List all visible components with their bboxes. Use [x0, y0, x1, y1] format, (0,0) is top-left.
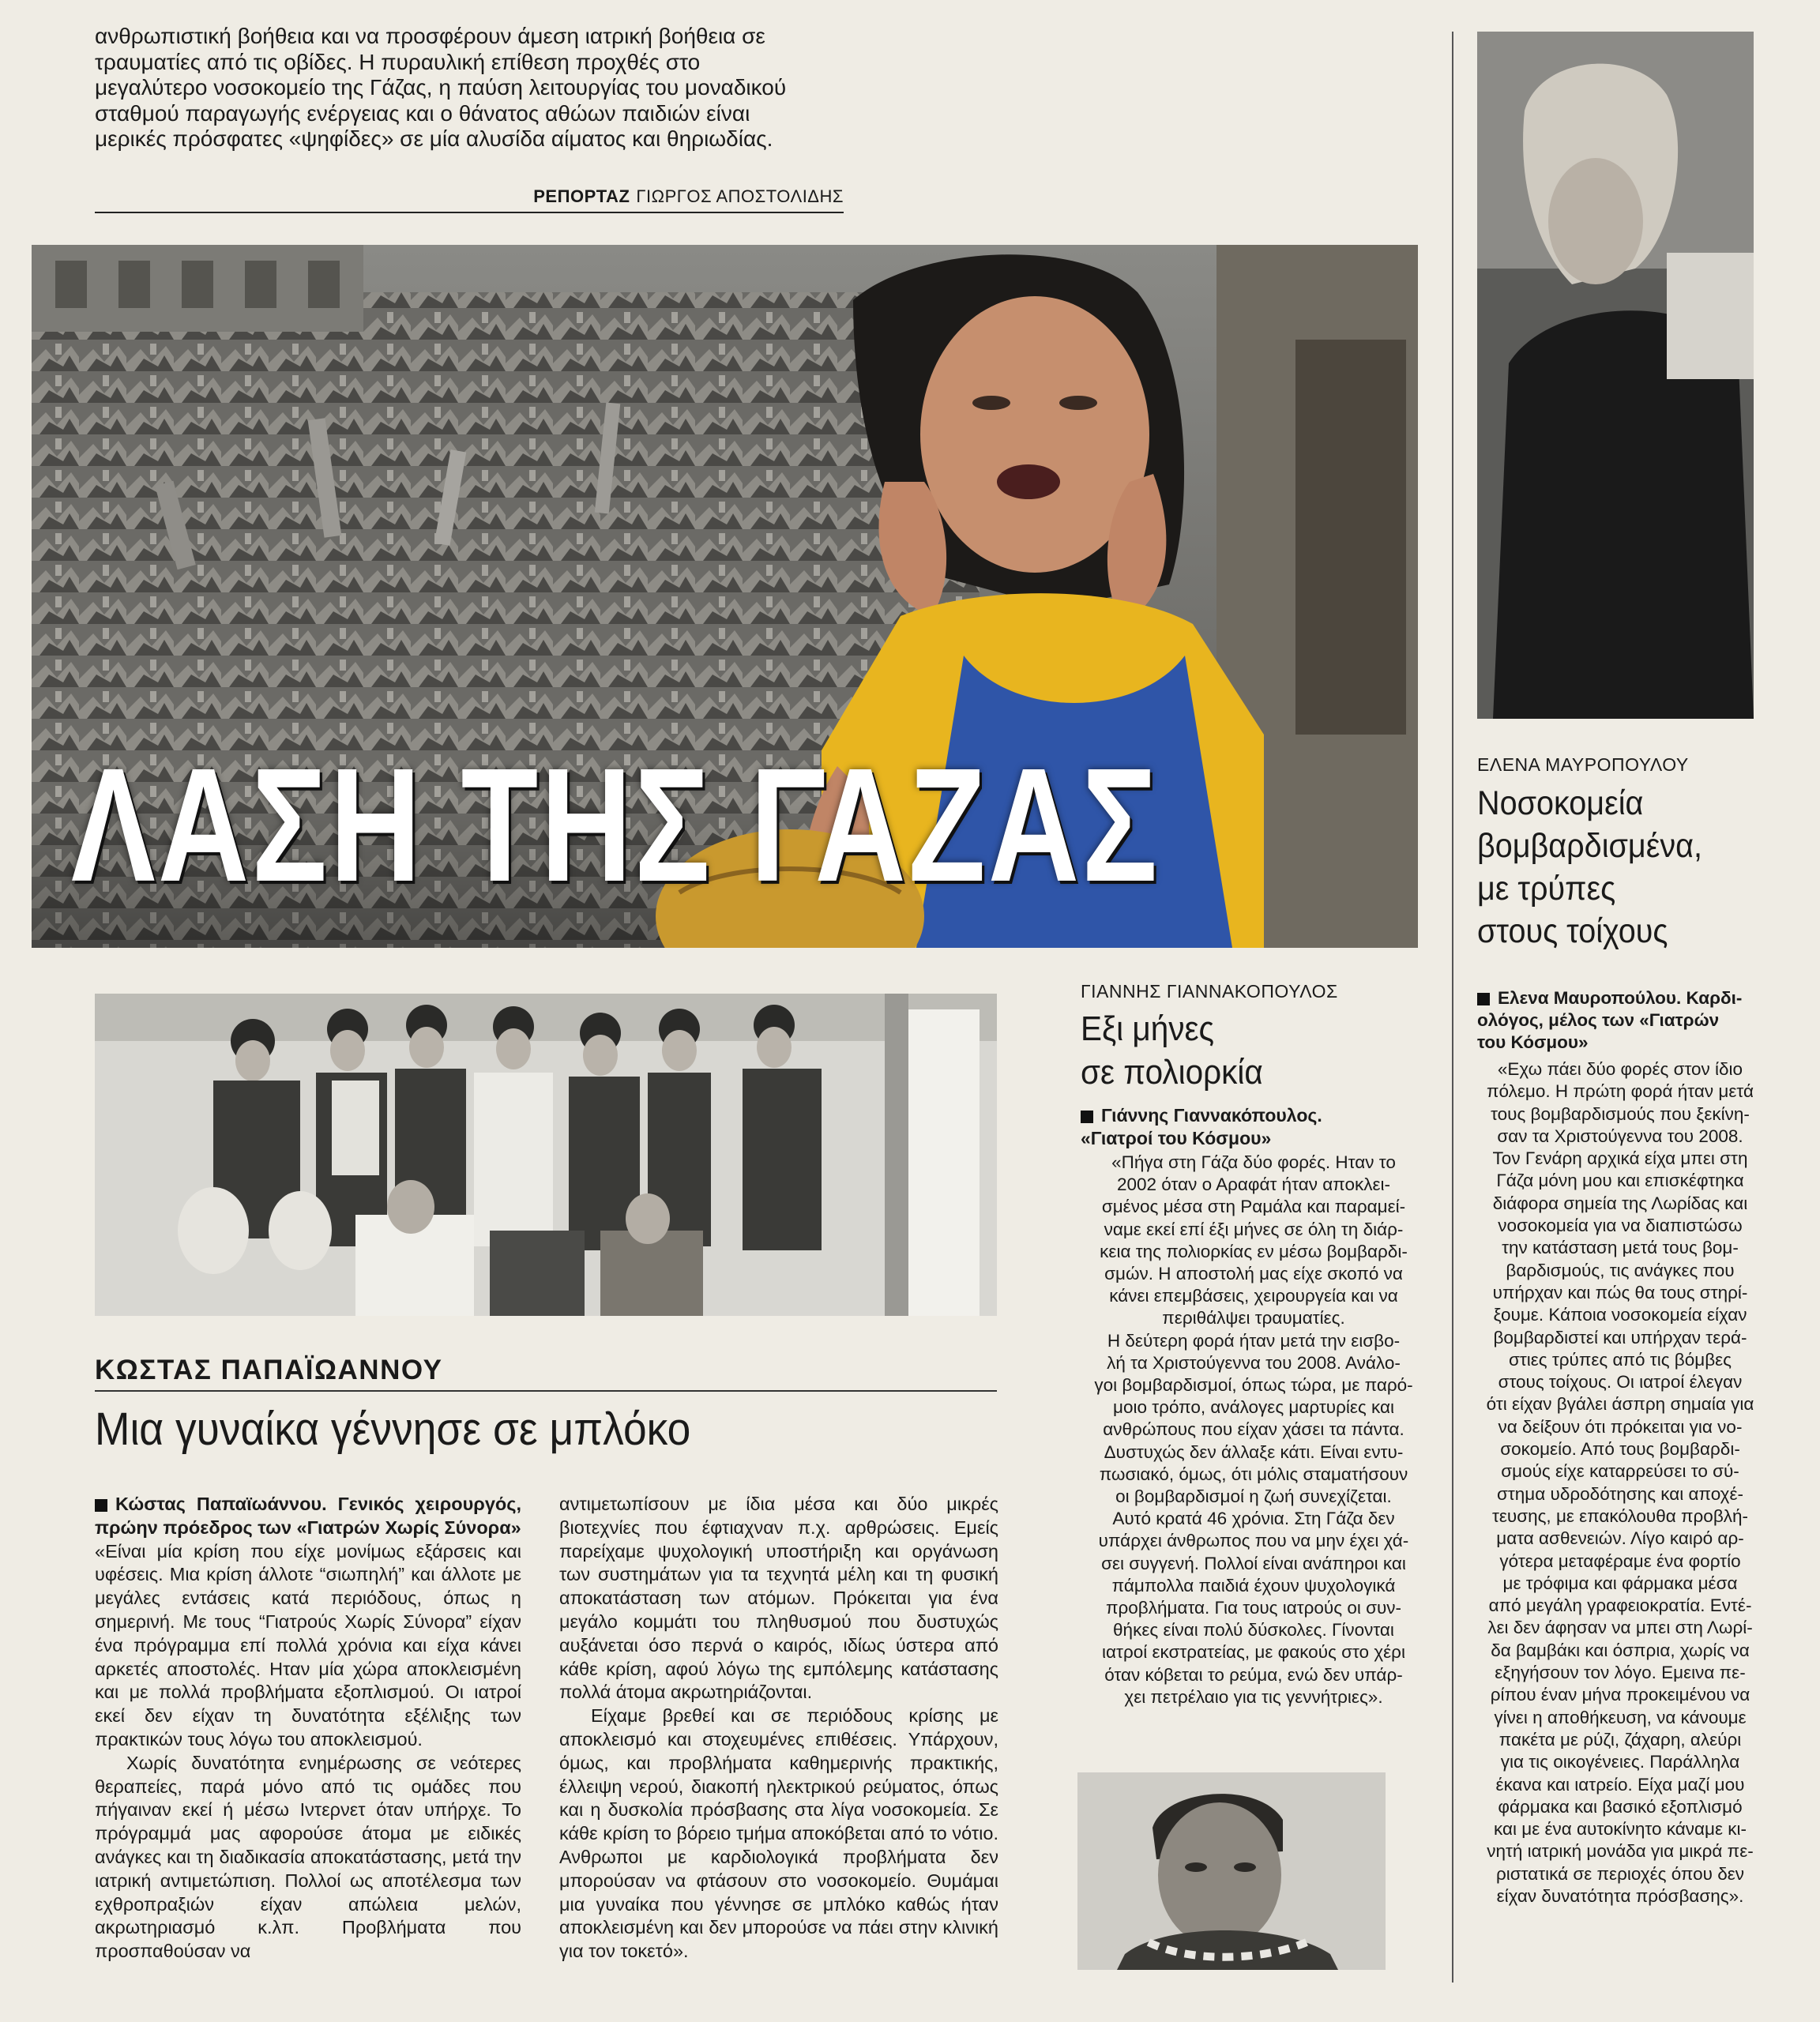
mid-lead	[1081, 1104, 1412, 1149]
body-line: πακέτα με ρύζι, ζάχαρη, αλεύρι	[1498, 1729, 1742, 1750]
right-title-line: με τρύπες	[1477, 870, 1616, 908]
body-line: Αυτό κρατά 46 χρόνια. Στη Γάζα δεν	[1112, 1509, 1395, 1529]
body-line: σμούς είχε καταρρεύσει το σύ-	[1501, 1461, 1739, 1482]
intro-line: μερικές πρόσφατες «ψηφίδες» σε μία αλυσίδα αίματος και θηριωδίας.	[95, 126, 773, 151]
kp-byline: ΚΩΣΤΑΣ ΠΑΠΑΪΩΑΝΝΟΥ	[95, 1355, 443, 1385]
intro-text	[95, 24, 837, 152]
bullet-square	[1081, 1111, 1093, 1123]
body-line: κάνει επεμβάσεις, χειρουργεία και να	[1109, 1286, 1398, 1306]
bullet-square	[95, 1499, 107, 1512]
mid-body	[1081, 1152, 1427, 1708]
body-line: διάφορα σημεία της Λωρίδας και	[1492, 1193, 1748, 1213]
kp-paragraph: Είχαμε βρεθεί και σε περιόδους κρίσης με αποκλεισμό και στοχευμένες επιθέσεις. Υπάρχουν, όμως, και προβλήματα καθημερινής πρακτικής, έλλειψη νερού, διακοπή ηλεκτρικού ρεύματος, όπως και η δυσκολία πρόσβασης στα λίγα νοσοκομεία. Σε κάθε κρίση το βόρειο τμήμα αποκόβεται από το νότιο. Ανθρωποι με καρδιολογικά προβλήματα δεν μπορούσαν να φτάσουν στο νοσοκομείο. Θυμάμαι μια γυναίκα που γέννησε σε μπλόκο καθώς ήταν αποκλεισμένη και δεν μπορούσε να πάει στην κλινική για τον τοκετό».	[559, 1705, 998, 1962]
body-line: πάμπολλα παιδιά έχουν ψυχολογικά	[1111, 1575, 1396, 1595]
body-line: προβλήματα. Για τους ιατρούς οι συν-	[1105, 1598, 1402, 1618]
body-line: όταν κόβεται το ρεύμα, ενώ δεν υπάρ-	[1104, 1664, 1403, 1685]
body-line: σμών. Η αποστολή μας είχε σκοπό να	[1104, 1264, 1403, 1284]
body-line: γοι βομβαρδισμοί, όπως τώρα, με παρό-	[1094, 1375, 1413, 1396]
body-line: ναμε εκεί επί έξι μήνες σε όλη τη διάρ-	[1104, 1219, 1404, 1239]
body-line: Δυστυχώς δεν άλλαξε κάτι. Είναι εντυ-	[1104, 1441, 1404, 1462]
elena-photo	[1477, 32, 1754, 719]
right-lead-line: του Κόσμου»	[1477, 1032, 1589, 1052]
kp-title: Μια γυναίκα γέννησε σε μπλόκο	[95, 1404, 691, 1455]
body-line: στημα υδροδότησης και αποχέ-	[1497, 1483, 1743, 1504]
body-line: και με ένα αυτοκίνητο κάναμε κι-	[1494, 1819, 1747, 1840]
body-line: στους τοίχους. Οι ιατροί έλεγαν	[1498, 1372, 1743, 1392]
right-title-line: βομβαρδισμένα,	[1477, 827, 1702, 865]
mid-title	[1081, 1007, 1386, 1094]
body-line: πόλεμο. Η πρώτη φορά ήταν μετά	[1487, 1081, 1754, 1102]
kp-column-2	[559, 1493, 998, 1964]
mid-lead-line: Γιάννης Γιαννακόπουλος.	[1101, 1105, 1322, 1126]
body-line: Γάζα μόνη μου και επισκέφτηκα	[1496, 1171, 1744, 1191]
kp-rule	[95, 1390, 997, 1392]
right-title-line: στους τοίχους	[1477, 912, 1668, 950]
intro-line: τραυματίες από τις οβίδες. Η πυραυλική επίθεση προχθές στο	[95, 49, 701, 74]
mid-byline: ΓΙΑΝΝΗΣ ΓΙΑΝΝΑΚΟΠΟΥΛΟΣ	[1081, 981, 1338, 1002]
body-line: πωσιακό, όμως, ότι μόλις σταματήσουν	[1099, 1464, 1408, 1484]
body-line: ρίπου έναν μήνα προκειμένου να	[1490, 1685, 1750, 1705]
body-line: υπάρχει άνθρωπος που να μην έχει χά-	[1098, 1531, 1409, 1551]
body-line: νητή ιατρική μονάδα για μικρά πε-	[1487, 1841, 1754, 1862]
body-line: φάρμακα και βασικό εξοπλισμό	[1498, 1796, 1743, 1817]
body-line: «Εχω πάει δύο φορές στον ίδιο	[1497, 1059, 1743, 1079]
body-line: τευσης, με επακόλουθα προβλή-	[1491, 1505, 1749, 1526]
body-line: κεια της πολιορκίας εν μέσω βομβαρδι-	[1100, 1241, 1408, 1261]
body-line: 2002 όταν ο Αραφάτ ήταν αποκλει-	[1117, 1174, 1390, 1195]
right-body	[1477, 1058, 1763, 1907]
body-line: ότι είχαν βγάλει άσπρη σημαία για	[1486, 1394, 1754, 1415]
body-line: βαρδισμούς, τις ανάγκες που	[1506, 1260, 1735, 1280]
body-line: μοιο τρόπο, ανάλογες μαρτυρίες και	[1113, 1397, 1394, 1418]
body-line: νοσοκομεία για να διαπιστώσω	[1498, 1216, 1743, 1236]
report-label: ΡΕΠΟΡΤΑΖ	[533, 186, 630, 206]
body-line: σοκομείο. Από τους βομβαρδι-	[1500, 1439, 1740, 1460]
group-photo	[95, 994, 997, 1316]
body-line: έκανα και ιατρείο. Είχα μαζί μου	[1495, 1774, 1745, 1795]
intro-line: σταθμού παραγωγής ενέργειας και ο θάνατος αθώων παιδιών είναι	[95, 100, 750, 126]
mid-lead-line: «Γιατροί του Κόσμου»	[1081, 1127, 1272, 1148]
body-line: Η δεύτερη φορά ήταν μετά την εισβο-	[1107, 1330, 1401, 1351]
body-line: ιατροί εκστρατείας, με φακούς στο χέρι	[1102, 1642, 1405, 1663]
kp-lead: Κώστας Παπαϊωάννου. Γενικός χειρουργός, πρώην πρόεδρος των «Γιατρών Χωρίς Σύνορα»	[95, 1494, 521, 1538]
body-line: είχαν δυνατότητα πρόσβασης».	[1496, 1885, 1744, 1906]
kp-paragraph: Χωρίς δυνατότητα ενημέρωσης σε νεότερες θεραπείες, παρά μόνο από τις ομάδες που πήγαιναν εκεί ή μέσω Ιντερνετ όταν υπήρχε. Το πρόγραμμά μας αφορούσε άτομα με ειδικές ανάγκες και τη διαδικασία αποκατάστασης, μετά την ιατρική αντιμετώπιση. Πολλοί ως αποτέλεσμα των εχθροπραξιών είχαν απώλεια μελών, ακρωτηριασμό κ.λπ. Προβλήματα που προσπαθούσαν να	[95, 1752, 521, 1962]
body-line: για τις οικογένειες. Παράλληλα	[1500, 1752, 1740, 1772]
woman-portrait-photo	[1477, 32, 1754, 719]
body-line: την κατάσταση μετά τους βομ-	[1502, 1238, 1739, 1258]
mid-title-line: Εξι μήνες	[1081, 1009, 1215, 1048]
body-line: γίνει η αποθήκευση, να κάνουμε	[1494, 1707, 1747, 1727]
body-line: χει πετρέλαιο για τις γεννήτριες».	[1124, 1686, 1383, 1707]
body-line: δα βαμβάκι και όσπρια, χωρίς να	[1491, 1640, 1750, 1660]
kp-paragraph: «Είναι μία κρίση που είχε μονίμως εξάρσεις και υφέσεις. Μια κρίση άλλοτε “σιωπηλή” και άλλοτε με μεγάλες εντάσεις κατά περιόδους, όπως η σημερινή. Με τους “Γιατρούς Χωρίς Σύνορα” είχαν ένα πρόγραμμα επί πολλά χρόνια και είχα κάνει αρκετές αποστολές. Ηταν μία χώρα αποκλεισμένη και με πολλά προβλήματα εξοπλισμού. Οι ιατροί εκεί δεν είχαν τη δυνατότητα εξέλιξης των πρακτικών τους λόγω του αποκλεισμού.	[95, 1540, 521, 1750]
intro-line: ανθρωπιστική βοήθεια και να προσφέρουν άμεση ιατρική βοήθεια σε	[95, 24, 765, 48]
body-line: από μεγάλη γραφειοκρατία. Εντέ-	[1488, 1595, 1752, 1616]
right-title-line: Νοσοκομεία	[1477, 784, 1644, 822]
doctors-group-photo	[95, 994, 997, 1316]
body-line: ματα ασθενειών. Λίγο καιρό αρ-	[1496, 1528, 1744, 1549]
body-line: τους βομβαρδισμούς που ξεκίνη-	[1491, 1103, 1750, 1124]
body-line: θήκες είναι πολύ δύσκολες. Γίνονται	[1113, 1620, 1394, 1641]
body-line: ανθρώπους που είχαν χάσει τα πάντα.	[1103, 1419, 1404, 1440]
body-line: να δείξουν ότι πρόκειται για νο-	[1498, 1416, 1743, 1437]
intro-rule	[95, 212, 844, 213]
kp-paragraph: αντιμετωπίσουν με ίδια μέσα και δύο μικρές βιοτεχνίες που έφτιαχναν π.χ. αρθρώσεις. Εμείς παρείχαμε ψυχολογική υποστήριξη και οργάνωση των συστημάτων για τα τεχνητά μέλη και τη φυσική αποκατάσταση των ατόμων. Πρόκειται για ένα μεγάλο κομμάτι του πληθυσμού που δυστυχώς αυξάνεται όσο περνά ο καιρός, ιδίως ύστερα από κάθε κρίση, αφού λόγω της εμπόλεμης κατάστασης πολλά άτομα ακρωτηριάζονται.	[559, 1494, 998, 1703]
report-author: ΓΙΩΡΓΟΣ ΑΠΟΣΤΟΛΙΔΗΣ	[636, 186, 844, 206]
body-line: Τον Γενάρη αρχικά είχα μπει στη	[1492, 1148, 1748, 1169]
body-line: λή τα Χριστούγεννα του 2008. Ανάλο-	[1107, 1352, 1401, 1373]
right-lead-line: ολόγος, μέλος των «Γιατρών	[1477, 1010, 1720, 1030]
body-line: λει δεν άφησαν να μπει στη Λωρί-	[1487, 1618, 1753, 1638]
mid-title-line: σε πολιορκία	[1081, 1053, 1263, 1092]
column-divider	[1452, 32, 1453, 1983]
report-byline	[95, 186, 844, 207]
body-line: σει συγγενή. Πολλοί είναι ανάπηροι και	[1101, 1553, 1406, 1573]
intro-line: μεγαλύτερο νοσοκομείο της Γάζας, η παύση λειτουργίας του μοναδικού	[95, 75, 787, 100]
main-headline: ΛΑΣΗ ΤΗΣ ΓΑΖΑΣ	[71, 735, 1160, 915]
kp-column-1	[95, 1493, 521, 1964]
body-line: στιες τρύπες από τις βόμβες	[1508, 1349, 1732, 1370]
giannis-photo	[1077, 1772, 1386, 1970]
right-byline: ΕΛΕΝΑ ΜΑΥΡΟΠΟΥΛΟΥ	[1477, 754, 1689, 775]
body-line: περιθάλψει τραυματίες.	[1162, 1308, 1345, 1329]
body-line: σμένος μέσα στη Ραμάλα και παραμεί-	[1101, 1197, 1406, 1217]
body-line: οι βομβαρδισμοί η ζωή συνεχίζεται.	[1115, 1486, 1392, 1507]
body-line: γότερα μεταφέραμε ένα φορτίο	[1499, 1550, 1741, 1571]
right-lead-line: Ελενα Μαυροπούλου. Καρδι-	[1498, 988, 1743, 1008]
body-line: ξουμε. Κάποια νοσοκομεία είχαν	[1493, 1305, 1747, 1325]
right-title	[1477, 782, 1768, 953]
body-line: ριστατικά σε περιοχές όπου δεν	[1495, 1863, 1745, 1884]
body-line: με τρόφιμα και φάρμακα μέσα	[1502, 1573, 1738, 1593]
body-line: υπήρχαν και πώς θα τους στηρί-	[1492, 1282, 1748, 1302]
bullet-square	[1477, 993, 1490, 1005]
right-lead	[1477, 987, 1762, 1054]
man-portrait-photo	[1077, 1772, 1386, 1970]
body-line: εξηγήσουν τον λόγο. Εμεινα πε-	[1495, 1663, 1746, 1683]
body-line: «Πήγα στη Γάζα δύο φορές. Ηταν το	[1111, 1152, 1396, 1172]
body-line: σαν τα Χριστούγεννα του 2008.	[1497, 1126, 1743, 1146]
body-line: βομβαρδιστεί και υπήρχαν τερά-	[1493, 1327, 1747, 1347]
